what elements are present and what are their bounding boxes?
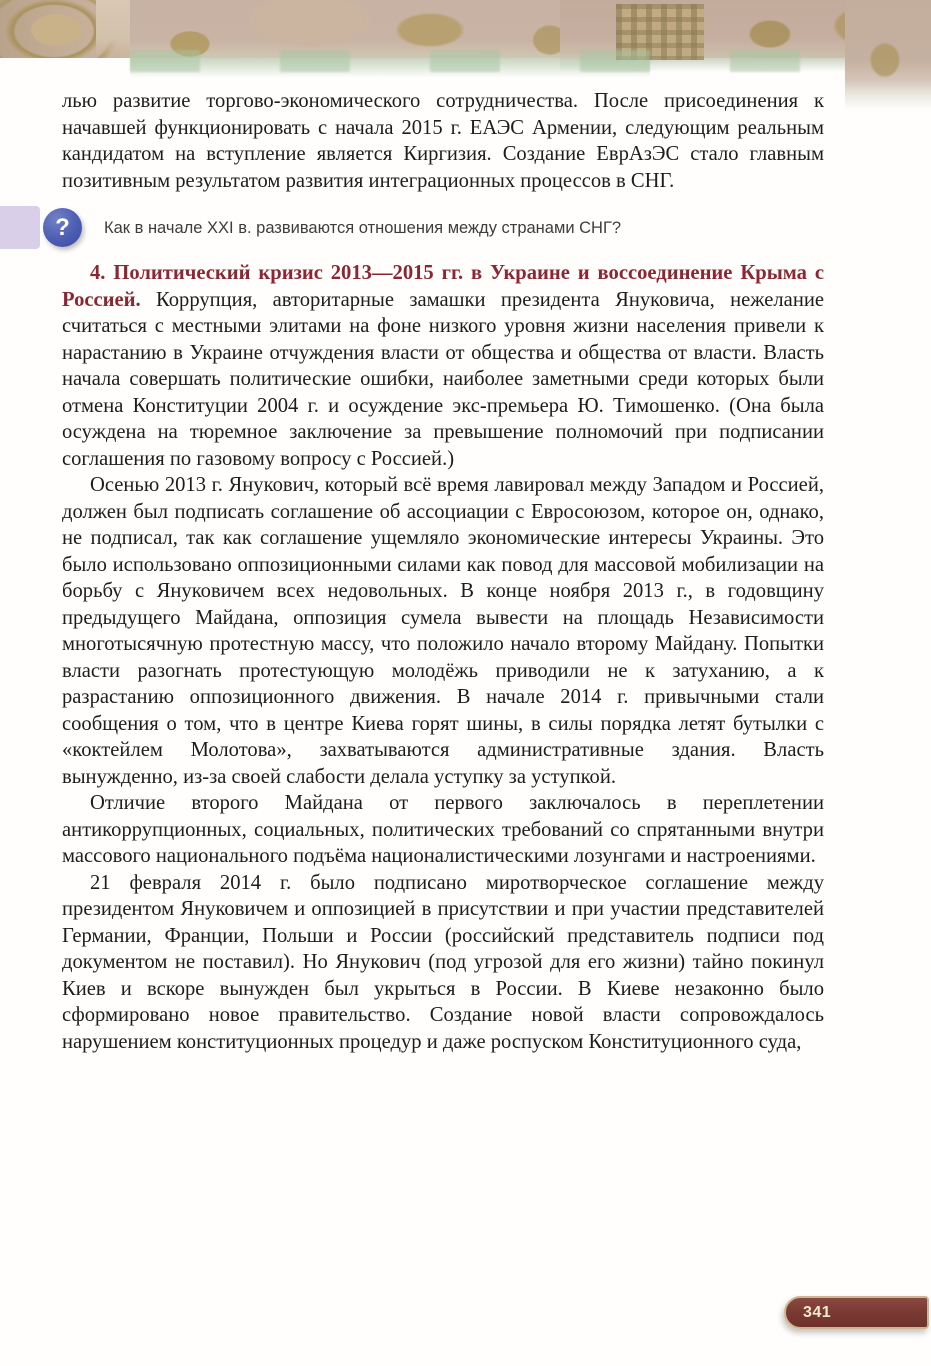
body-paragraph: 21 февраля 2014 г. было подписано миротворческое соглашение между президентом Януковичем и оппозицией в присутствии и при участии представителей Германии, Франции, Польши и России (российский представитель подписи под документом не поставил). Но Янукович (под угрозой для его жизни) тайно покинул Киев и вскоре вынужден был укрыться в России. В Киеве незаконно было сформировано новое правительство. Создание новой власти сопровождалось нарушением конституционных процедур и даже роспуском Конституционного суда,: [62, 871, 824, 1053]
page-text-column: [55, 88, 825, 1055]
question-text: Как в начале XXI в. развиваются отношения между странами СНГ?: [104, 219, 622, 237]
building-windows-motif: [616, 4, 704, 60]
header-collage-right: [560, 0, 931, 72]
header-collage-green-tint: [130, 50, 830, 72]
header-collage-middle: [130, 0, 650, 78]
page-number: 341: [803, 1303, 832, 1321]
question-mark-icon: ?: [43, 208, 82, 247]
section-lead-text: Коррупция, авторитарные замашки президента Януковича, нежелание считаться с местными элитами на фоне низкого уровня жизни населения привели к нарастанию в Украине отчуждения власти от общества и общества от власти. Власть начала совершать политические ошибки, наиболее заметными среди которых были отмена Конституции 2004 г. и осуждение экс-премьера Ю. Тимошенко. (Она была осуждена на тюремное заключение за превышение полномочий при подписании соглашения по газовому вопросу с Россией.): [62, 288, 825, 470]
header-collage-base: [0, 0, 931, 58]
body-paragraph: Осенью 2013 г. Янукович, который всё время лавировал между Западом и Россией, должен был подписать соглашение об ассоциации с Евросоюзом, которое он, однако, не подписал, так как соглашение ущемляло экономические интересы Украины. Это было использовано оппозиционными силами как повод для массовой мобилизации на борьбу с Януковичем всех недовольных. В конце ноября 2013 г., в годовщину предыдущего Майдана, оппозиция сумела вывести на площадь Независимости многотысячную протестную массу, что положило начало второму Майдану. Попытки власти разогнать протестующую молодёжь приводили не к затуханию, а к разрастанию оппозиционного движения. В начале 2014 г. привычными стали сообщения о том, что в центре Киева горят шины, в силы порядка летят бутылки с «коктейлем Молотова», захватываются административные здания. Власть вынужденно, из-за своей слабости делала уступку за уступкой.: [62, 474, 824, 788]
page-number-badge: [784, 1296, 929, 1329]
inline-question-block: [55, 205, 824, 251]
margin-tab: [0, 206, 40, 249]
body-paragraph: Отличие второго Майдана от первого заключалось в переплетении антикоррупционных, социальных, политических требований со спрятанными внутри массового национального подъёма националистическими лозунгами и настроениями.: [62, 792, 824, 867]
header-collage-right-extension: [845, 0, 931, 110]
section-heading: 4. Политический кризис 2013—2015 гг. в Украине и воссоединение Крыма с Россией.: [62, 262, 824, 311]
section-paragraph: [62, 260, 824, 472]
paragraph-continuation: лью развитие торгово-экономического сотрудничества. После присоединения к начавшей функционировать с начала 2015 г. ЕАЭС Армении, следующим реальным кандидатом на вступление является Киргизия. Создание ЕврАзЭС стало главным позитивным результатом развития интеграционных процессов в СНГ.: [62, 90, 824, 192]
header-collage-light-column: [96, 0, 134, 56]
